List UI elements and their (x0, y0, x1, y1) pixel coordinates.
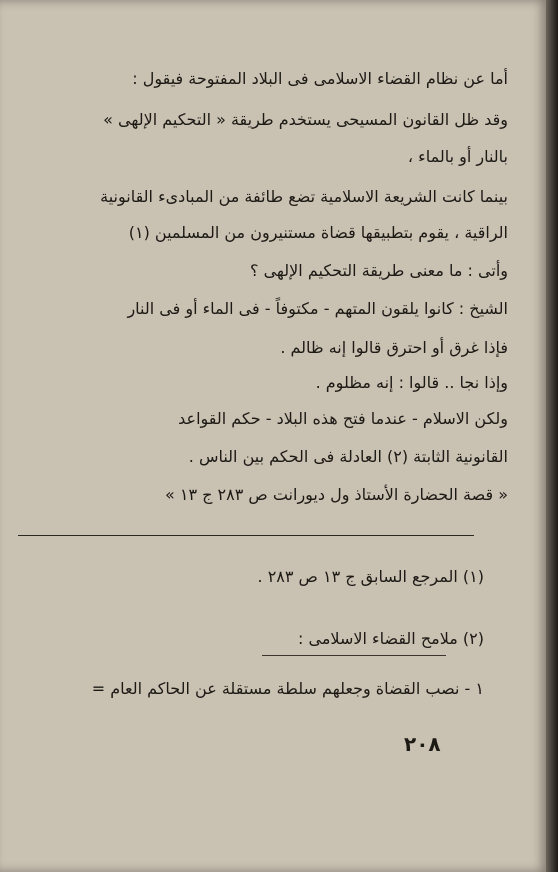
book-spine-edge (546, 0, 558, 872)
page-number: ٢٠٨ (404, 732, 441, 756)
footnote-separator (18, 535, 474, 536)
body-line-7: الشيخ : كانوا يلقون المتهم - مكتوفاً - فى الماء أو فى النار (127, 299, 508, 318)
body-line-12: « قصة الحضارة الأستاذ ول ديورانت ص ٢٨٣ ج ١٣ » (164, 485, 508, 504)
body-line-1: أما عن نظام القضاء الاسلامى فى البلاد المفتوحة فيقول : (132, 69, 508, 88)
footnote-2-item: ١ - نصب القضاة وجعلهم سلطة مستقلة عن الحاكم العام = (91, 679, 484, 698)
body-line-5: الراقية ، يقوم بتطبيقها قضاة مستنيرون من المسلمين (١) (128, 223, 508, 242)
body-line-10: ولكن الاسلام - عندما فتح هذه البلاد - حكم القواعد (178, 409, 508, 428)
body-line-2: وقد ظل القانون المسيحى يستخدم طريقة « التحكيم الإلهى » (103, 110, 508, 129)
footnote-2-heading: (٢) ملامح القضاء الاسلامى : (298, 629, 484, 648)
footnote-1: (١) المرجع السابق ج ١٣ ص ٢٨٣ . (257, 567, 484, 586)
body-line-9: وإذا نجا .. قالوا : إنه مظلوم . (315, 373, 508, 392)
body-line-4: بينما كانت الشريعة الاسلامية تضع طائفة من المبادىء القانونية (100, 187, 508, 206)
body-line-11: القانونية الثابتة (٢) العادلة فى الحكم بين الناس . (188, 447, 508, 466)
body-line-8: فإذا غرق أو احترق قالوا إنه ظالم . (280, 338, 508, 357)
body-line-3: بالنار أو بالماء ، (407, 147, 508, 166)
footnote-heading-underline (262, 655, 446, 656)
body-line-6: وأتى : ما معنى طريقة التحكيم الإلهى ؟ (250, 261, 508, 280)
